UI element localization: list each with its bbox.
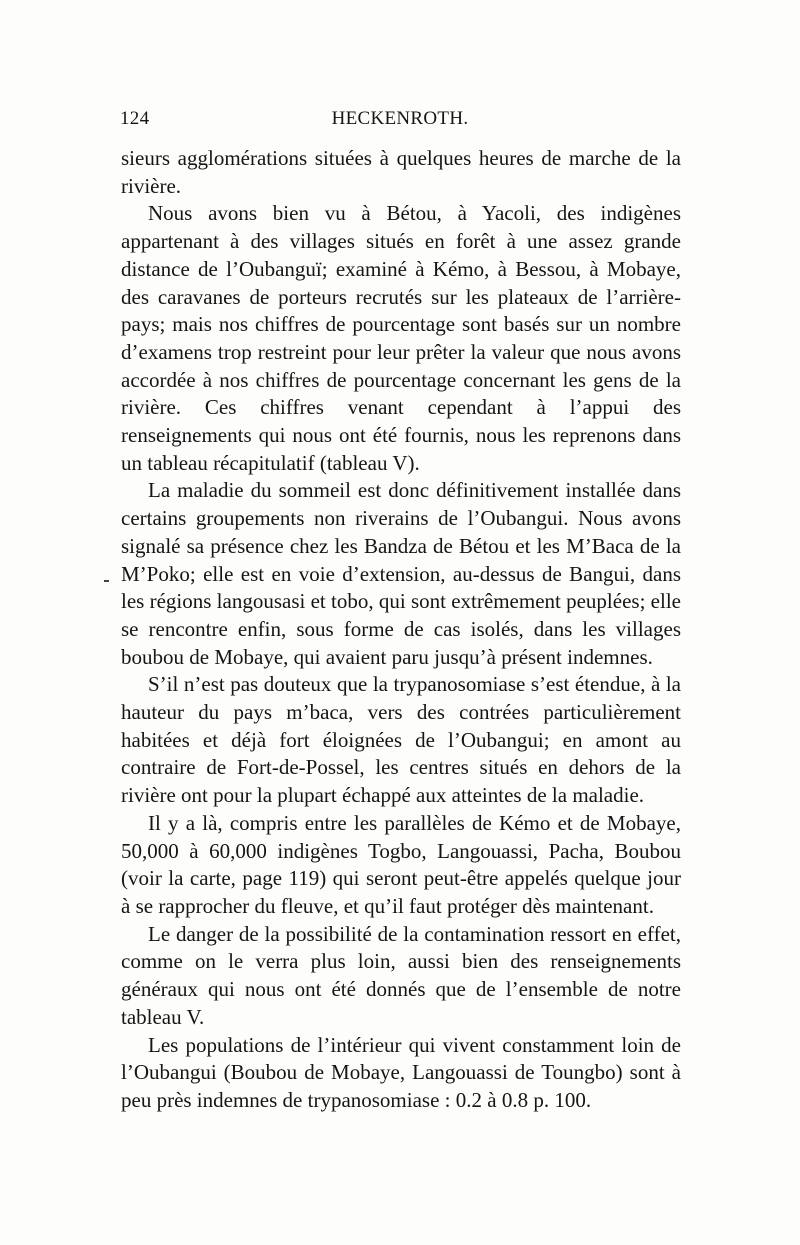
paragraph-2: Nous avons bien vu à Bétou, à Yacoli, des indigènes appartenant à des villages situés en forêt à une assez grande distance de l’Oubanguï; examiné à Kémo, à Bessou, à Mobaye, des caravanes de porteurs recrutés sur les plateaux de l’arrière-pays; mais nos chiffres de pourcentage sont basés sur un nombre d’examens trop restreint pour leur prêter la valeur que nous avons accordée à nos chiffres de pourcentage concernant les gens de la rivière. Ces chiffres venant cependant à l’appui des renseignements qui nous ont été fournis, nous les reprenons dans un tableau récapitulatif (tableau V).: [121, 201, 681, 475]
paragraph-7: Les populations de l’intérieur qui vivent constamment loin de l’Oubangui (Boubou de Mobaye, Langouassi de Toungbo) sont à peu près indemnes de trypanosomiase : 0.2 à 0.8 p. 100.: [121, 1032, 681, 1112]
paragraph-6: Le danger de la possibilité de la contamination ressort en effet, comme on le verra plus loin, aussi bien des renseignements généraux qui nous ont été donnés que de l’ensemble de notre tableau V.: [121, 921, 681, 1029]
margin-mark: [104, 580, 109, 582]
page-header: [120, 108, 680, 138]
paragraph-3: La maladie du sommeil est donc définitivement installée dans certains groupements non riverains de l’Oubangui. Nous avons signalé sa présence chez les Bandza de Bétou et les M’Baca de la M’Poko; elle est en voie d’extension, au-dessus de Bangui, dans les régions langousasi et tobo, qui sont extrêmement peuplées; elle se rencontre enfin, sous forme de cas isolés, dans les villages boubou de Mobaye, qui avaient paru jusqu’à présent indemnes.: [121, 478, 681, 669]
paragraph-1: sieurs agglomérations situées à quelques heures de marche de la rivière.: [121, 146, 681, 198]
body-text: [121, 145, 681, 1115]
paragraph-5: Il y a là, compris entre les parallèles de Kémo et de Mobaye, 50,000 à 60,000 indigènes Togbo, Langouassi, Pacha, Boubou (voir la carte, page 119) qui seront peut-être appelés quelque jour à se rapprocher du fleuve, et qu’il faut protéger dès maintenant.: [121, 810, 681, 918]
page-number: 124: [120, 108, 150, 129]
paragraph-4: S’il n’est pas douteux que la trypanosomiase s’est étendue, à la hauteur du pays m’baca, vers des contrées particulièrement habitées et déjà fort éloignées de l’Oubangui; en amont au contraire de Fort-de-Possel, les centres situés en dehors de la rivière ont pour la plupart échappé aux atteintes de la maladie.: [121, 672, 681, 808]
running-title: HECKENROTH.: [331, 108, 469, 129]
